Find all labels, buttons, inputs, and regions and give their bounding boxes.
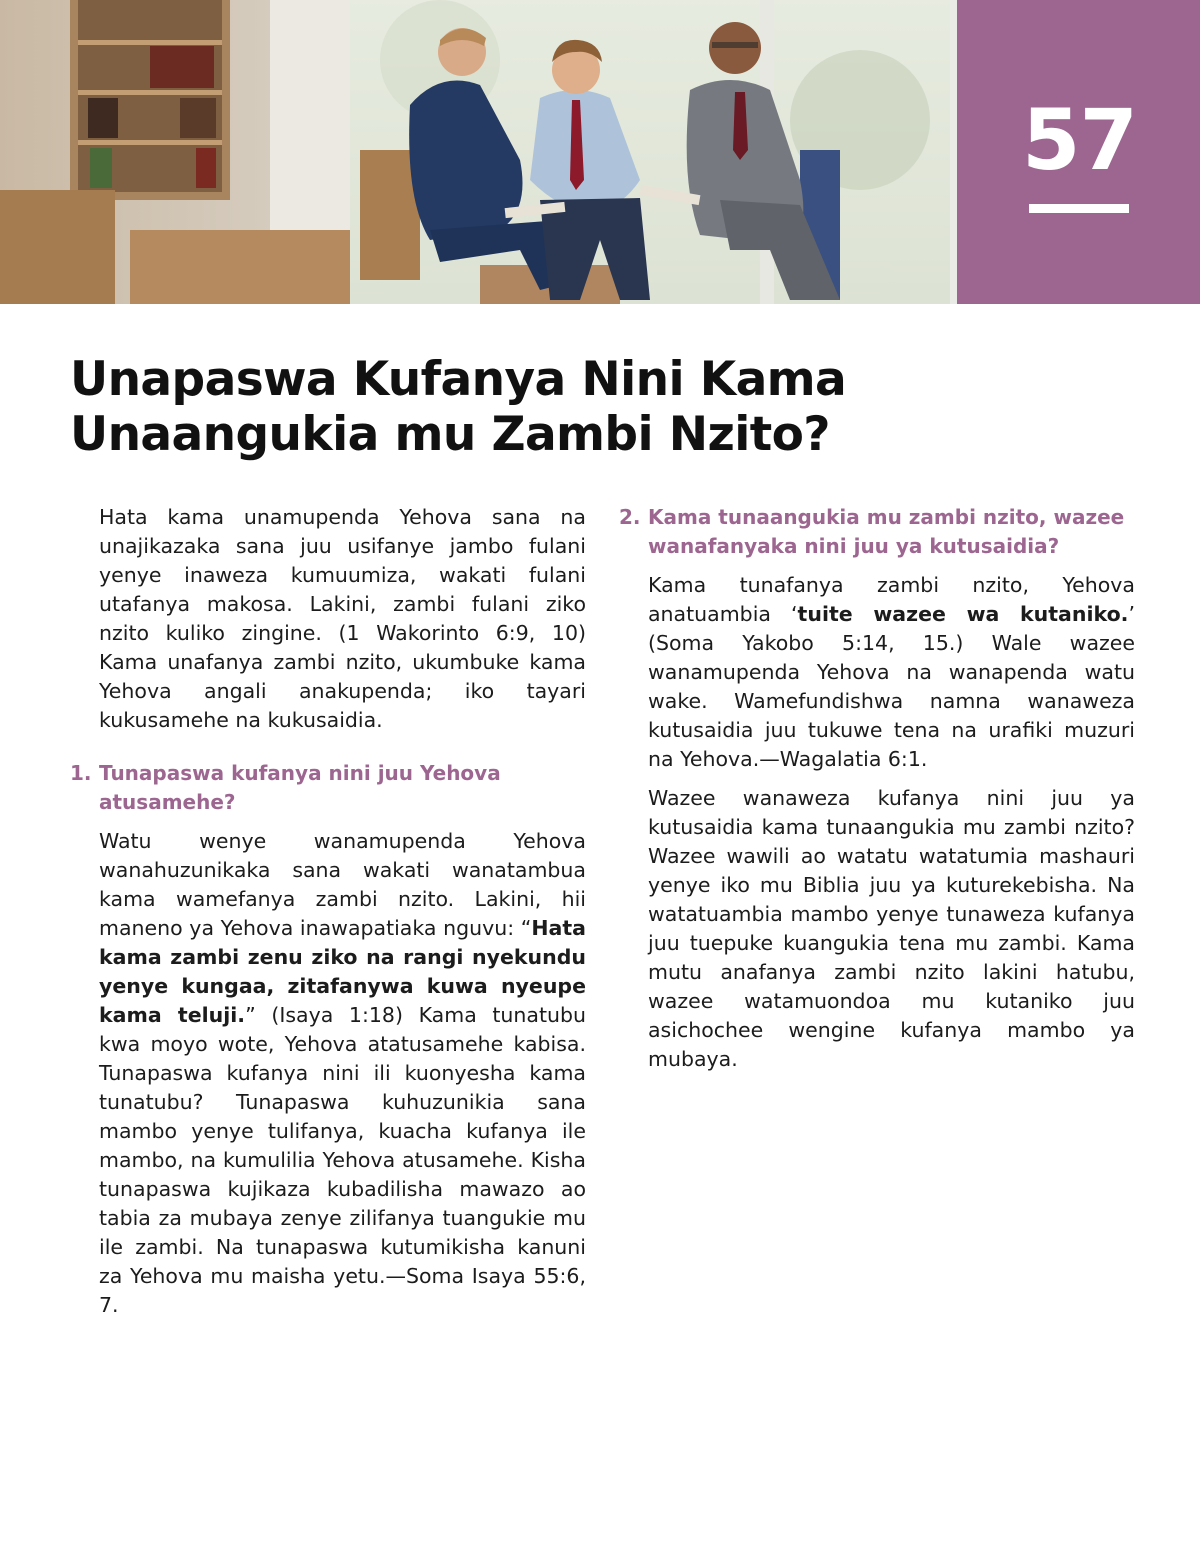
question-1-paragraph	[70, 827, 586, 1320]
lesson-number-box	[957, 0, 1200, 304]
question-1-number: 1.	[70, 761, 92, 785]
left-column	[70, 503, 586, 1330]
question-1-heading	[70, 759, 586, 817]
page-title-line-1: Unapaswa Kufanya Nini Kama	[70, 352, 847, 407]
intro-paragraph: Hata kama unamupenda Yehova sana na unajikazaka sana juu usifanye jambo fulani yenye inaweza kumuumiza, wakati fulani utafanya makosa. Lakini, zambi fulani ziko nzito kuliko zingine. (1 Wakorinto 6:9, 10) Kama unafanya zambi nzito, ukumbuke kama Yehova angali anakupenda; iko tayari kukusamehe na kukusaidia.	[99, 505, 586, 732]
question-2-paragraph-start: Kama tunafanya zambi nzito, Yehova anatuambia ‘	[648, 573, 1135, 626]
question-2-text: Kama tunaangukia mu zambi nzito, wazee wanafanyaka nini juu ya kutusaidia?	[648, 505, 1125, 558]
header-photo	[0, 0, 957, 304]
question-2-paragraph-1	[619, 571, 1135, 774]
lesson-number: 57	[1022, 91, 1137, 189]
page-title-line-2: Unaangukia mu Zambi Nzito?	[70, 407, 830, 462]
question-2-heading	[619, 503, 1135, 561]
right-column	[619, 503, 1135, 1084]
page-title	[70, 352, 1130, 462]
question-1-quote: Hata kama zambi zenu ziko na rangi nyekundu yenye kungaa, zitafanywa kuwa nyeupe kama teluji.	[99, 916, 586, 1027]
question-2-quote: tuite wazee wa kutaniko.	[797, 602, 1129, 626]
question-2-paragraph-2: Wazee wanaweza kufanya nini juu ya kutusaidia kama tunaangukia mu zambi nzito? Wazee wawili ao watatu watatumia mashauri yenye iko mu Biblia juu ya kuturekebisha. Na watatuambia mambo yenye tunaweza kufanya juu tuepuke kuangukia tena mu zambi. Kama mutu anafanya zambi nzito lakini hatubu, wazee watamuondoa mu kutaniko juu asichochee wengine kufanya mambo ya mubaya.	[648, 786, 1135, 1071]
question-1-text: Tunapaswa kufanya nini juu Yehova atusamehe?	[99, 761, 501, 814]
question-1-paragraph-start: Watu wenye wanamupenda Yehova wanahuzunikaka sana wakati wanatambua kama wamefanya zambi nzito. Lakini, hii maneno ya Yehova inawapatiaka nguvu: “	[99, 829, 586, 940]
question-2-number: 2.	[619, 505, 641, 529]
lesson-number-rule	[1029, 204, 1129, 213]
question-2-paragraph-end: ’ (Soma Yakobo 5:14, 15.) Wale wazee wanamupenda Yehova na wanapenda watu wake. Wamefundishwa namna wanaweza kutusaidia juu tukuwe tena na urafiki muzuri na Yehova.—Wagalatia 6:1.	[648, 602, 1135, 771]
question-1-paragraph-end: ” (Isaya 1:18) Kama tunatubu kwa moyo wote, Yehova atatusamehe kabisa. Tunapaswa kufanya nini ili kuonyesha kama tunatubu? Tunapaswa kuhuzunikia sana mambo yenye tulifanya, kuacha kufanya ile mambo, na kumulilia Yehova atusamehe. Kisha tunapaswa kujikaza kubadilisha mawazo ao tabia za mubaya zenye zilifanya tuangukie mu ile zambi. Na tunapaswa kutumikisha kanuni za Yehova mu maisha yetu.—Soma Isaya 55:6, 7.	[99, 1003, 587, 1317]
